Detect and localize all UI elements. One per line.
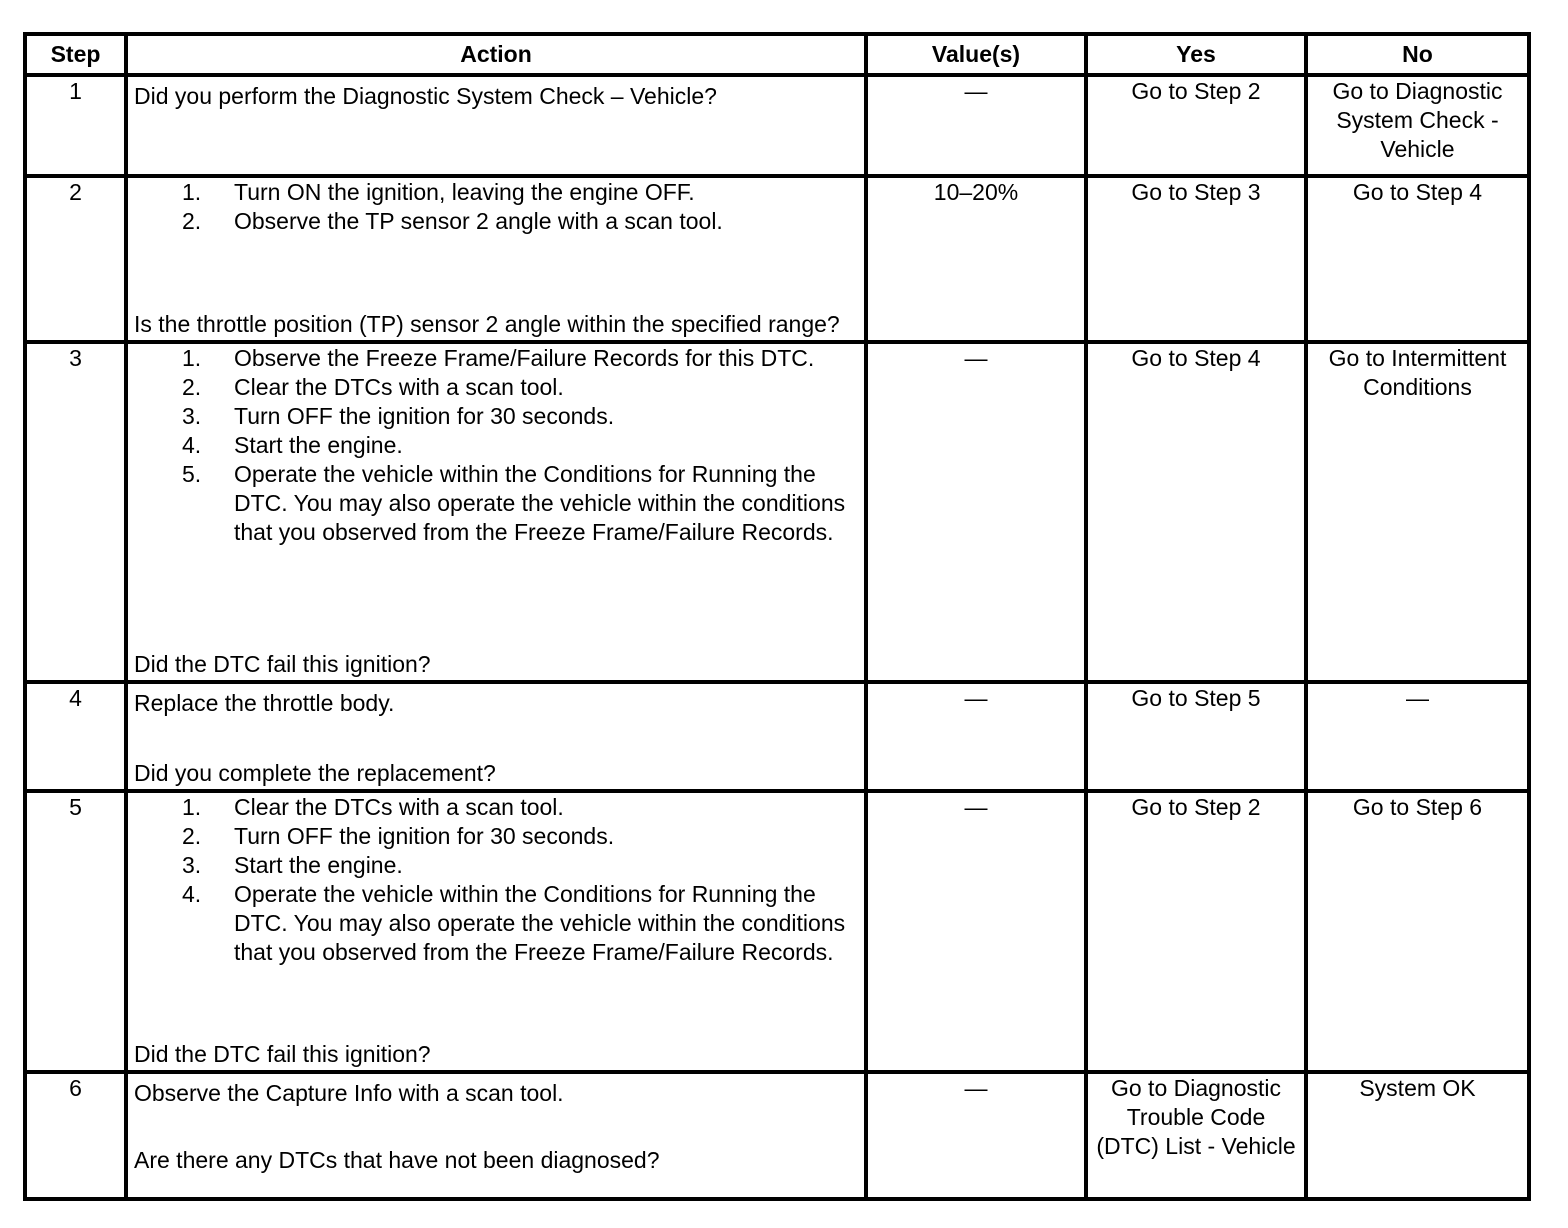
yes-cell: Go to Step 3	[1086, 176, 1306, 342]
header-no: No	[1306, 34, 1529, 75]
list-item: 4. Operate the vehicle within the Conditions for Running the DTC. You may also operate the vehicle within the conditions that you observed from the Freeze Frame/Failure Records.	[182, 881, 846, 965]
action-question: Did the DTC fail this ignition?	[134, 1041, 431, 1067]
table-row	[25, 682, 1529, 791]
yes-cell: Go to Step 4	[1086, 342, 1306, 682]
list-item: 1. Clear the DTCs with a scan tool.	[182, 794, 564, 820]
yes-cell: Go to Step 2	[1086, 75, 1306, 176]
header-values: Value(s)	[866, 34, 1086, 75]
table-row	[25, 176, 1529, 342]
no-cell: Go to Step 4	[1306, 176, 1529, 342]
action-question: Are there any DTCs that have not been diagnosed?	[134, 1147, 660, 1173]
step-number: 4	[25, 682, 126, 791]
action-question: Did the DTC fail this ignition?	[134, 651, 431, 677]
substep-list	[134, 793, 858, 967]
no-cell: Go to Intermittent Conditions	[1306, 342, 1529, 682]
action-cell	[126, 791, 866, 1072]
no-cell: Go to Diagnostic System Check - Vehicle	[1306, 75, 1529, 176]
value-cell: —	[866, 75, 1086, 176]
no-cell: Go to Step 6	[1306, 791, 1529, 1072]
step-number: 1	[25, 75, 126, 176]
list-item: 1. Observe the Freeze Frame/Failure Records for this DTC.	[182, 345, 815, 371]
list-item: 2. Observe the TP sensor 2 angle with a scan tool.	[182, 208, 723, 234]
action-question: Did you complete the replacement?	[134, 760, 496, 786]
list-item: 3. Start the engine.	[182, 852, 403, 878]
table-row	[25, 791, 1529, 1072]
list-item: 4. Start the engine.	[182, 432, 403, 458]
header-step: Step	[25, 34, 126, 75]
value-cell: —	[866, 791, 1086, 1072]
header-action: Action	[126, 34, 866, 75]
action-intro: Did you perform the Diagnostic System Check – Vehicle?	[134, 83, 717, 109]
yes-cell: Go to Diagnostic Trouble Code (DTC) List - Vehicle	[1086, 1072, 1306, 1199]
diagnostic-table	[23, 32, 1531, 1201]
step-number: 6	[25, 1072, 126, 1199]
yes-cell: Go to Step 5	[1086, 682, 1306, 791]
header-yes: Yes	[1086, 34, 1306, 75]
action-cell	[126, 682, 866, 791]
action-cell	[126, 1072, 866, 1199]
value-cell: —	[866, 342, 1086, 682]
list-item: 2. Clear the DTCs with a scan tool.	[182, 374, 564, 400]
table-row	[25, 1072, 1529, 1199]
table-row	[25, 75, 1529, 176]
step-number: 3	[25, 342, 126, 682]
list-item: 2. Turn OFF the ignition for 30 seconds.	[182, 823, 615, 849]
table-row	[25, 342, 1529, 682]
value-cell: 10–20%	[866, 176, 1086, 342]
action-intro: Replace the throttle body.	[134, 690, 395, 716]
list-item: 1. Turn ON the ignition, leaving the engine OFF.	[182, 179, 695, 205]
no-cell: System OK	[1306, 1072, 1529, 1199]
list-item: 5. Operate the vehicle within the Conditions for Running the DTC. You may also operate the vehicle within the conditions that you observed from the Freeze Frame/Failure Records.	[182, 461, 846, 545]
header-row	[25, 34, 1529, 75]
list-item: 3. Turn OFF the ignition for 30 seconds.	[182, 403, 615, 429]
substep-list	[134, 178, 858, 236]
yes-cell: Go to Step 2	[1086, 791, 1306, 1072]
step-number: 2	[25, 176, 126, 342]
value-cell: —	[866, 682, 1086, 791]
substep-list	[134, 344, 858, 547]
action-cell	[126, 176, 866, 342]
action-cell	[126, 342, 866, 682]
no-cell: —	[1306, 682, 1529, 791]
step-number: 5	[25, 791, 126, 1072]
action-question: Is the throttle position (TP) sensor 2 angle within the specified range?	[134, 311, 840, 337]
value-cell: —	[866, 1072, 1086, 1199]
action-intro: Observe the Capture Info with a scan tool.	[134, 1080, 564, 1106]
action-cell	[126, 75, 866, 176]
